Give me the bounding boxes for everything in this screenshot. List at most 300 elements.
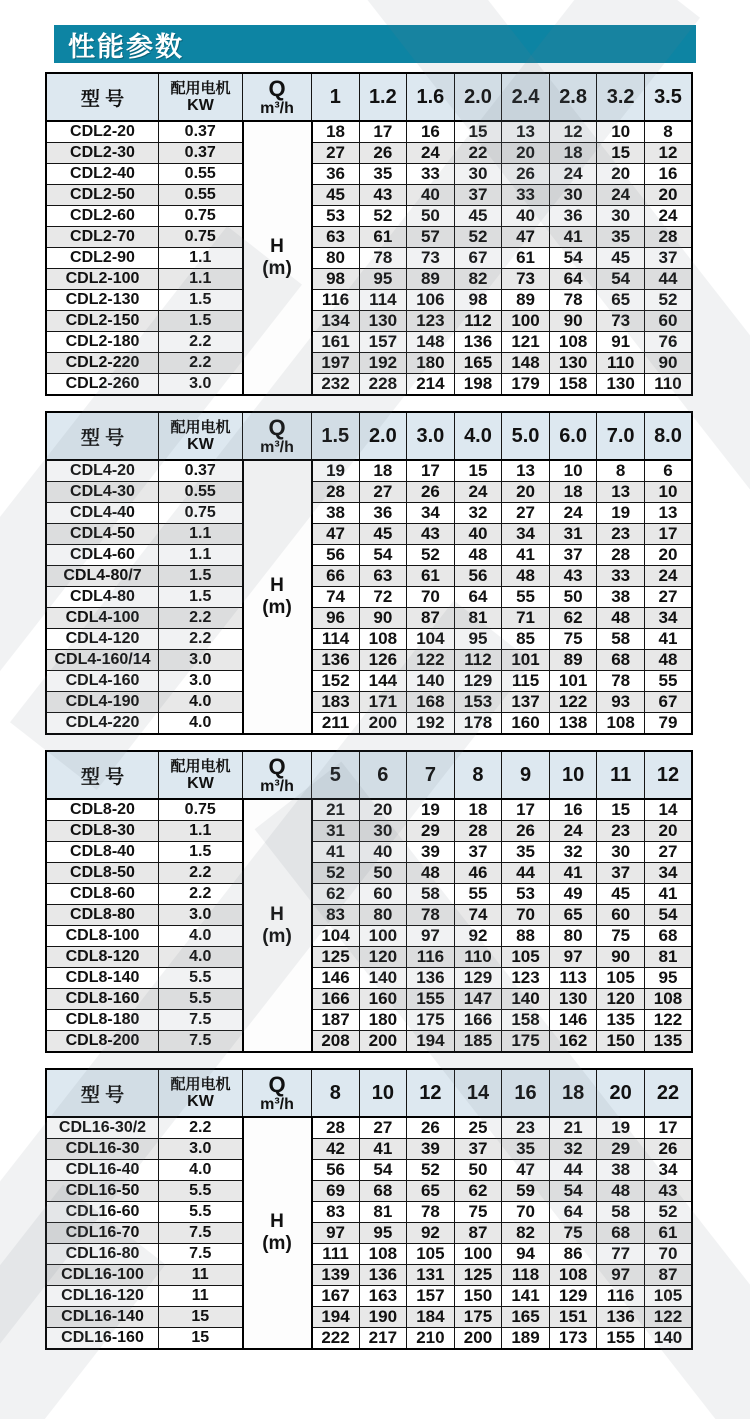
head-value-cell: 47 — [502, 1160, 550, 1181]
motor-label-line2: KW — [187, 1093, 214, 1110]
flow-unit: m³/h — [260, 1095, 294, 1113]
head-value-cell: 187 — [312, 1010, 360, 1031]
head-value-cell: 178 — [454, 713, 502, 735]
col-header-flow-value: 7 — [407, 751, 455, 799]
head-value-cell: 34 — [407, 503, 455, 524]
head-value-cell: 41 — [502, 545, 550, 566]
head-value-cell: 136 — [597, 1307, 645, 1328]
table-body — [46, 799, 692, 1052]
kw-cell: 0.75 — [159, 799, 243, 821]
model-cell: CDL16-30 — [46, 1139, 159, 1160]
kw-cell: 1.5 — [159, 842, 243, 863]
head-value-cell: 54 — [549, 1181, 597, 1202]
head-value-cell: 192 — [407, 713, 455, 735]
table-header-row — [46, 751, 692, 799]
head-value-cell: 105 — [502, 947, 550, 968]
head-value-cell: 130 — [549, 353, 597, 374]
head-value-cell: 53 — [502, 884, 550, 905]
head-value-cell: 175 — [502, 1031, 550, 1053]
head-value-cell: 108 — [549, 332, 597, 353]
model-cell: CDL16-140 — [46, 1307, 159, 1328]
head-value-cell: 232 — [312, 374, 360, 396]
head-value-cell: 50 — [359, 863, 407, 884]
head-value-cell: 75 — [549, 1223, 597, 1244]
head-value-cell: 22 — [454, 143, 502, 164]
head-value-cell: 129 — [454, 968, 502, 989]
kw-cell: 1.5 — [159, 311, 243, 332]
table-row — [46, 1328, 692, 1350]
head-value-cell: 68 — [597, 650, 645, 671]
head-value-cell: 62 — [549, 608, 597, 629]
table-row — [46, 503, 692, 524]
head-value-cell: 64 — [549, 269, 597, 290]
head-value-cell: 33 — [407, 164, 455, 185]
col-header-flow-value: 2.8 — [549, 73, 597, 121]
kw-cell: 4.0 — [159, 713, 243, 735]
head-value-cell: 25 — [454, 1117, 502, 1139]
head-value-cell: 89 — [407, 269, 455, 290]
head-label: H — [270, 903, 284, 925]
table-row — [46, 608, 692, 629]
head-value-cell: 93 — [597, 692, 645, 713]
head-value-cell: 20 — [644, 185, 692, 206]
head-value-cell: 35 — [502, 1139, 550, 1160]
head-value-cell: 18 — [454, 799, 502, 821]
table-row — [46, 227, 692, 248]
head-value-cell: 63 — [359, 566, 407, 587]
kw-cell: 5.5 — [159, 989, 243, 1010]
head-value-cell: 28 — [312, 482, 360, 503]
head-value-cell: 78 — [359, 248, 407, 269]
head-value-cell: 58 — [407, 884, 455, 905]
head-value-cell: 32 — [549, 842, 597, 863]
head-value-cell: 75 — [597, 926, 645, 947]
col-header-flow-value: 8.0 — [644, 412, 692, 460]
head-value-cell: 80 — [312, 248, 360, 269]
head-value-cell: 72 — [359, 587, 407, 608]
head-value-cell: 60 — [644, 311, 692, 332]
head-value-cell: 100 — [454, 1244, 502, 1265]
table-row — [46, 1010, 692, 1031]
head-value-cell: 105 — [407, 1244, 455, 1265]
head-value-cell: 79 — [644, 713, 692, 735]
head-value-cell: 60 — [597, 905, 645, 926]
head-value-cell: 52 — [454, 227, 502, 248]
head-value-cell: 110 — [597, 353, 645, 374]
model-cell: CDL8-30 — [46, 821, 159, 842]
head-value-cell: 87 — [454, 1223, 502, 1244]
model-cell: CDL2-100 — [46, 269, 159, 290]
head-value-cell: 32 — [549, 1139, 597, 1160]
motor-label-line1: 配用电机 — [170, 1076, 231, 1093]
table-row — [46, 799, 692, 821]
head-value-cell: 20 — [502, 482, 550, 503]
model-cell: CDL2-20 — [46, 121, 159, 143]
col-header-flow-value: 22 — [644, 1069, 692, 1117]
tables-container — [45, 72, 705, 1365]
model-cell: CDL16-80 — [46, 1244, 159, 1265]
model-cell: CDL4-20 — [46, 460, 159, 482]
head-value-cell: 8 — [597, 460, 645, 482]
col-header-flow-value: 12 — [644, 751, 692, 799]
head-value-cell: 54 — [359, 545, 407, 566]
head-value-cell: 26 — [407, 482, 455, 503]
head-unit: (m) — [262, 925, 292, 947]
head-value-cell: 217 — [359, 1328, 407, 1350]
head-value-cell: 80 — [359, 905, 407, 926]
head-value-cell: 21 — [312, 799, 360, 821]
head-value-cell: 10 — [597, 121, 645, 143]
head-value-cell: 16 — [549, 799, 597, 821]
flow-symbol: Q — [268, 414, 286, 440]
head-value-cell: 34 — [644, 608, 692, 629]
head-value-cell: 17 — [407, 460, 455, 482]
head-value-cell: 136 — [407, 968, 455, 989]
motor-label-line1: 配用电机 — [170, 758, 231, 775]
col-header-flow-q — [243, 412, 312, 460]
head-value-cell: 31 — [549, 524, 597, 545]
head-value-cell: 77 — [597, 1244, 645, 1265]
table-header-row — [46, 1069, 692, 1117]
head-value-cell: 41 — [644, 884, 692, 905]
kw-cell: 15 — [159, 1328, 243, 1350]
head-value-cell: 101 — [502, 650, 550, 671]
head-value-cell: 33 — [502, 185, 550, 206]
head-value-cell: 175 — [454, 1307, 502, 1328]
head-value-cell: 20 — [644, 545, 692, 566]
head-value-cell: 23 — [502, 1117, 550, 1139]
head-value-cell: 13 — [597, 482, 645, 503]
col-header-flow-value: 7.0 — [597, 412, 645, 460]
table-row — [46, 926, 692, 947]
head-value-cell: 38 — [597, 1160, 645, 1181]
kw-cell: 1.5 — [159, 566, 243, 587]
head-value-cell: 116 — [312, 290, 360, 311]
head-value-cell: 137 — [502, 692, 550, 713]
head-value-cell: 32 — [454, 503, 502, 524]
head-value-cell: 130 — [359, 311, 407, 332]
head-value-cell: 180 — [407, 353, 455, 374]
head-value-cell: 54 — [644, 905, 692, 926]
head-value-cell: 12 — [549, 121, 597, 143]
head-value-cell: 114 — [359, 290, 407, 311]
head-value-cell: 27 — [312, 143, 360, 164]
table-row — [46, 821, 692, 842]
head-value-cell: 55 — [454, 884, 502, 905]
head-value-cell: 90 — [644, 353, 692, 374]
kw-cell: 2.2 — [159, 863, 243, 884]
head-value-cell: 17 — [502, 799, 550, 821]
head-value-cell: 129 — [454, 671, 502, 692]
model-cell: CDL16-50 — [46, 1181, 159, 1202]
head-value-cell: 10 — [549, 460, 597, 482]
head-value-cell: 95 — [644, 968, 692, 989]
model-cell: CDL4-30 — [46, 482, 159, 503]
head-value-cell: 48 — [407, 863, 455, 884]
head-value-cell: 48 — [502, 566, 550, 587]
head-value-cell: 146 — [549, 1010, 597, 1031]
model-cell: CDL8-120 — [46, 947, 159, 968]
head-value-cell: 86 — [549, 1244, 597, 1265]
col-header-flow-value: 3.5 — [644, 73, 692, 121]
table-row — [46, 1244, 692, 1265]
head-value-cell: 52 — [359, 206, 407, 227]
head-value-cell: 37 — [597, 863, 645, 884]
model-cell: CDL4-220 — [46, 713, 159, 735]
head-value-cell: 28 — [312, 1117, 360, 1139]
table-row — [46, 1307, 692, 1328]
head-value-cell: 150 — [597, 1031, 645, 1053]
head-value-cell: 73 — [502, 269, 550, 290]
head-unit: (m) — [262, 1233, 292, 1254]
table-row — [46, 566, 692, 587]
head-value-cell: 136 — [359, 1265, 407, 1286]
head-value-cell: 33 — [597, 566, 645, 587]
col-header-flow-value: 3.2 — [597, 73, 645, 121]
col-header-flow-value: 6.0 — [549, 412, 597, 460]
head-value-cell: 45 — [597, 248, 645, 269]
head-value-cell: 70 — [407, 587, 455, 608]
table-row — [46, 842, 692, 863]
head-value-cell: 129 — [549, 1286, 597, 1307]
model-cell: CDL8-180 — [46, 1010, 159, 1031]
head-value-cell: 30 — [597, 842, 645, 863]
head-value-cell: 100 — [502, 311, 550, 332]
table-row — [46, 524, 692, 545]
head-value-cell: 116 — [407, 947, 455, 968]
table-row — [46, 1286, 692, 1307]
head-value-cell: 108 — [549, 1265, 597, 1286]
head-value-cell: 81 — [644, 947, 692, 968]
head-value-cell: 20 — [502, 143, 550, 164]
head-value-cell: 55 — [644, 671, 692, 692]
head-value-cell: 12 — [644, 143, 692, 164]
table-row — [46, 332, 692, 353]
head-label: H — [270, 236, 284, 257]
head-value-cell: 81 — [454, 608, 502, 629]
head-label: H — [270, 575, 284, 596]
head-value-cell: 43 — [359, 185, 407, 206]
model-cell: CDL4-80/7 — [46, 566, 159, 587]
model-cell: CDL2-180 — [46, 332, 159, 353]
head-value-cell: 183 — [312, 692, 360, 713]
head-value-cell: 123 — [407, 311, 455, 332]
head-value-cell: 168 — [407, 692, 455, 713]
head-value-cell: 23 — [597, 821, 645, 842]
head-value-cell: 194 — [312, 1307, 360, 1328]
head-value-cell: 123 — [502, 968, 550, 989]
head-value-cell: 88 — [502, 926, 550, 947]
kw-cell: 5.5 — [159, 968, 243, 989]
model-cell: CDL8-140 — [46, 968, 159, 989]
head-value-cell: 15 — [597, 143, 645, 164]
head-value-cell: 200 — [359, 713, 407, 735]
head-value-cell: 24 — [549, 503, 597, 524]
head-value-cell: 31 — [312, 821, 360, 842]
head-value-cell: 62 — [454, 1181, 502, 1202]
head-value-cell: 61 — [644, 1223, 692, 1244]
head-value-cell: 94 — [502, 1244, 550, 1265]
head-value-cell: 122 — [644, 1307, 692, 1328]
head-value-cell: 63 — [312, 227, 360, 248]
head-value-cell: 64 — [454, 587, 502, 608]
head-value-cell: 41 — [312, 842, 360, 863]
head-value-cell: 167 — [312, 1286, 360, 1307]
kw-cell: 5.5 — [159, 1181, 243, 1202]
head-value-cell: 83 — [312, 1202, 360, 1223]
head-value-cell: 126 — [359, 650, 407, 671]
head-value-cell: 55 — [502, 587, 550, 608]
head-value-cell: 98 — [312, 269, 360, 290]
head-value-cell: 140 — [359, 968, 407, 989]
head-value-cell: 58 — [597, 1202, 645, 1223]
flow-unit: m³/h — [260, 99, 294, 117]
head-value-cell: 20 — [359, 799, 407, 821]
head-value-cell: 130 — [549, 989, 597, 1010]
head-value-cell: 151 — [549, 1307, 597, 1328]
kw-cell: 2.2 — [159, 353, 243, 374]
head-value-cell: 15 — [454, 460, 502, 482]
head-value-cell: 105 — [597, 968, 645, 989]
model-cell: CDL8-50 — [46, 863, 159, 884]
head-value-cell: 113 — [549, 968, 597, 989]
col-header-flow-value: 6 — [359, 751, 407, 799]
motor-label-line2: KW — [187, 775, 214, 792]
head-value-cell: 192 — [359, 353, 407, 374]
head-value-cell: 61 — [407, 566, 455, 587]
table-row — [46, 905, 692, 926]
head-value-cell: 29 — [407, 821, 455, 842]
head-value-cell: 20 — [644, 821, 692, 842]
head-value-cell: 39 — [407, 1139, 455, 1160]
head-value-cell: 36 — [359, 503, 407, 524]
kw-cell: 0.37 — [159, 121, 243, 143]
head-value-cell: 20 — [597, 164, 645, 185]
head-value-cell: 47 — [502, 227, 550, 248]
model-cell: CDL16-40 — [46, 1160, 159, 1181]
kw-cell: 3.0 — [159, 1139, 243, 1160]
head-value-cell: 165 — [502, 1307, 550, 1328]
motor-label-line2: KW — [187, 97, 214, 114]
head-value-cell: 78 — [549, 290, 597, 311]
head-value-cell: 173 — [549, 1328, 597, 1350]
kw-cell: 1.5 — [159, 587, 243, 608]
head-value-cell: 54 — [359, 1160, 407, 1181]
head-value-cell: 189 — [502, 1328, 550, 1350]
pump-spec-table-cdl2 — [45, 72, 693, 396]
table-row — [46, 1117, 692, 1139]
head-value-cell: 70 — [502, 905, 550, 926]
head-value-cell: 27 — [502, 503, 550, 524]
table-row — [46, 1223, 692, 1244]
head-value-cell: 43 — [644, 1181, 692, 1202]
head-value-cell: 180 — [359, 1010, 407, 1031]
head-value-cell: 152 — [312, 671, 360, 692]
head-value-cell: 18 — [549, 143, 597, 164]
head-value-cell: 30 — [454, 164, 502, 185]
head-value-cell: 43 — [549, 566, 597, 587]
head-value-cell: 24 — [407, 143, 455, 164]
head-value-cell: 120 — [597, 989, 645, 1010]
kw-cell: 5.5 — [159, 1202, 243, 1223]
head-value-cell: 80 — [549, 926, 597, 947]
head-value-cell: 163 — [359, 1286, 407, 1307]
head-value-cell: 70 — [502, 1202, 550, 1223]
head-value-cell: 35 — [502, 842, 550, 863]
col-header-model: 型 号 — [46, 751, 159, 799]
head-value-cell: 97 — [597, 1265, 645, 1286]
head-value-cell: 17 — [359, 121, 407, 143]
head-value-cell: 197 — [312, 353, 360, 374]
head-value-cell: 69 — [312, 1181, 360, 1202]
col-header-flow-value: 1 — [312, 73, 360, 121]
head-value-cell: 136 — [312, 650, 360, 671]
head-value-cell: 166 — [454, 1010, 502, 1031]
kw-cell: 0.75 — [159, 227, 243, 248]
head-value-cell: 73 — [597, 311, 645, 332]
kw-cell: 11 — [159, 1265, 243, 1286]
head-value-cell: 45 — [359, 524, 407, 545]
col-header-motor-kw — [159, 1069, 243, 1117]
model-cell: CDL8-100 — [46, 926, 159, 947]
head-value-cell: 19 — [407, 799, 455, 821]
model-cell: CDL4-160/14 — [46, 650, 159, 671]
table-row — [46, 374, 692, 396]
head-value-cell: 44 — [644, 269, 692, 290]
table-row — [46, 587, 692, 608]
head-value-cell: 67 — [454, 248, 502, 269]
head-value-cell: 24 — [549, 164, 597, 185]
head-value-cell: 68 — [359, 1181, 407, 1202]
page-title: 性能参数 — [68, 31, 184, 62]
head-value-cell: 24 — [454, 482, 502, 503]
head-value-cell: 52 — [407, 545, 455, 566]
head-value-cell: 53 — [312, 206, 360, 227]
head-value-cell: 45 — [312, 185, 360, 206]
col-header-flow-value: 9 — [502, 751, 550, 799]
head-value-cell: 214 — [407, 374, 455, 396]
table-row — [46, 671, 692, 692]
model-cell: CDL8-80 — [46, 905, 159, 926]
kw-cell: 0.37 — [159, 460, 243, 482]
table-row — [46, 650, 692, 671]
model-cell: CDL4-160 — [46, 671, 159, 692]
head-value-cell: 13 — [502, 460, 550, 482]
kw-cell: 0.75 — [159, 206, 243, 227]
col-header-flow-q — [243, 751, 312, 799]
kw-cell: 4.0 — [159, 926, 243, 947]
head-value-cell: 27 — [359, 1117, 407, 1139]
head-value-cell: 42 — [312, 1139, 360, 1160]
head-value-cell: 30 — [597, 206, 645, 227]
col-header-flow-value: 2.0 — [359, 412, 407, 460]
model-cell: CDL2-60 — [46, 206, 159, 227]
kw-cell: 3.0 — [159, 374, 243, 396]
head-label: H — [270, 1211, 284, 1232]
col-header-flow-value: 8 — [312, 1069, 360, 1117]
kw-cell: 2.2 — [159, 1117, 243, 1139]
table-row — [46, 206, 692, 227]
col-header-motor-kw — [159, 73, 243, 121]
head-value-cell: 41 — [549, 227, 597, 248]
table-body — [46, 1117, 692, 1349]
head-value-cell: 87 — [407, 608, 455, 629]
head-value-cell: 30 — [549, 185, 597, 206]
model-cell: CDL16-100 — [46, 1265, 159, 1286]
col-header-flow-value: 11 — [597, 751, 645, 799]
head-value-cell: 85 — [502, 629, 550, 650]
head-value-cell: 73 — [407, 248, 455, 269]
